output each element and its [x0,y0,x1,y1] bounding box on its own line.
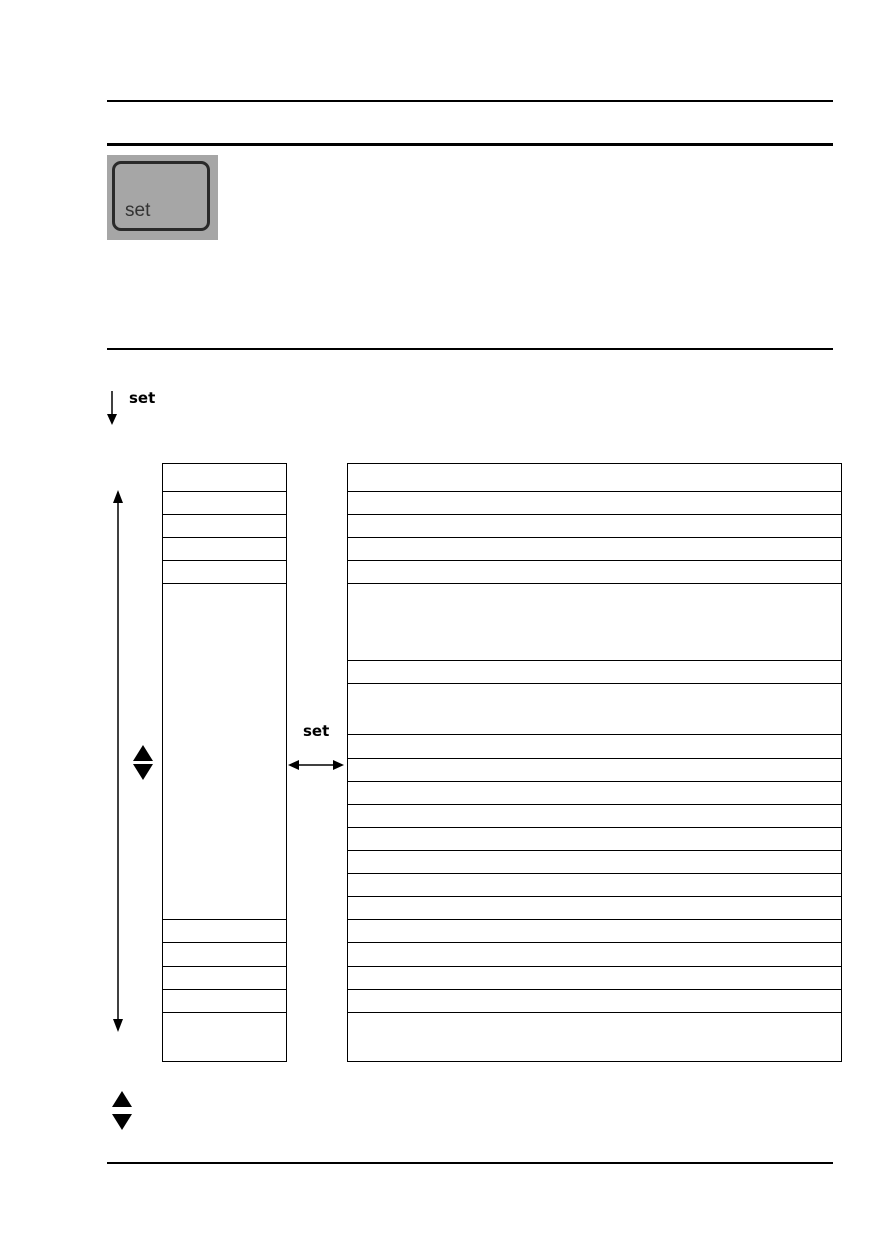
table-row-divider [348,919,841,920]
table-row-divider [348,1012,841,1013]
table-row-divider [348,583,841,584]
table-row-divider [348,989,841,990]
table-row-divider [348,514,841,515]
table-row-divider [348,850,841,851]
set-step-label: set [129,389,156,407]
table-row-divider [348,537,841,538]
table-row-divider [163,560,286,561]
table-row-divider [348,942,841,943]
table-row-divider [163,491,286,492]
table-row-divider [163,514,286,515]
parameter-table [162,463,287,1062]
table-row-divider [163,1012,286,1013]
table-row-divider [163,537,286,538]
table-row-divider [348,758,841,759]
table-row-divider [348,560,841,561]
table-row-divider [348,873,841,874]
table-row-divider [163,583,286,584]
table-row-divider [163,942,286,943]
table-row-divider [348,804,841,805]
table-row-divider [163,966,286,967]
set-key-label: set [125,200,151,221]
table-row-divider [348,683,841,684]
set-link-label: set [303,722,330,740]
table-row-divider [348,734,841,735]
table-row-divider [163,919,286,920]
description-table [347,463,842,1062]
table-row-divider [348,896,841,897]
table-row-divider [348,827,841,828]
double-headed-arrow-icon [288,760,344,770]
table-row-divider [348,660,841,661]
table-row-divider [348,491,841,492]
vertical-double-arrow-icon [113,490,123,1032]
table-row-divider [348,781,841,782]
table-row-divider [163,989,286,990]
table-row-divider [348,966,841,967]
arrow-down-icon [107,391,117,425]
